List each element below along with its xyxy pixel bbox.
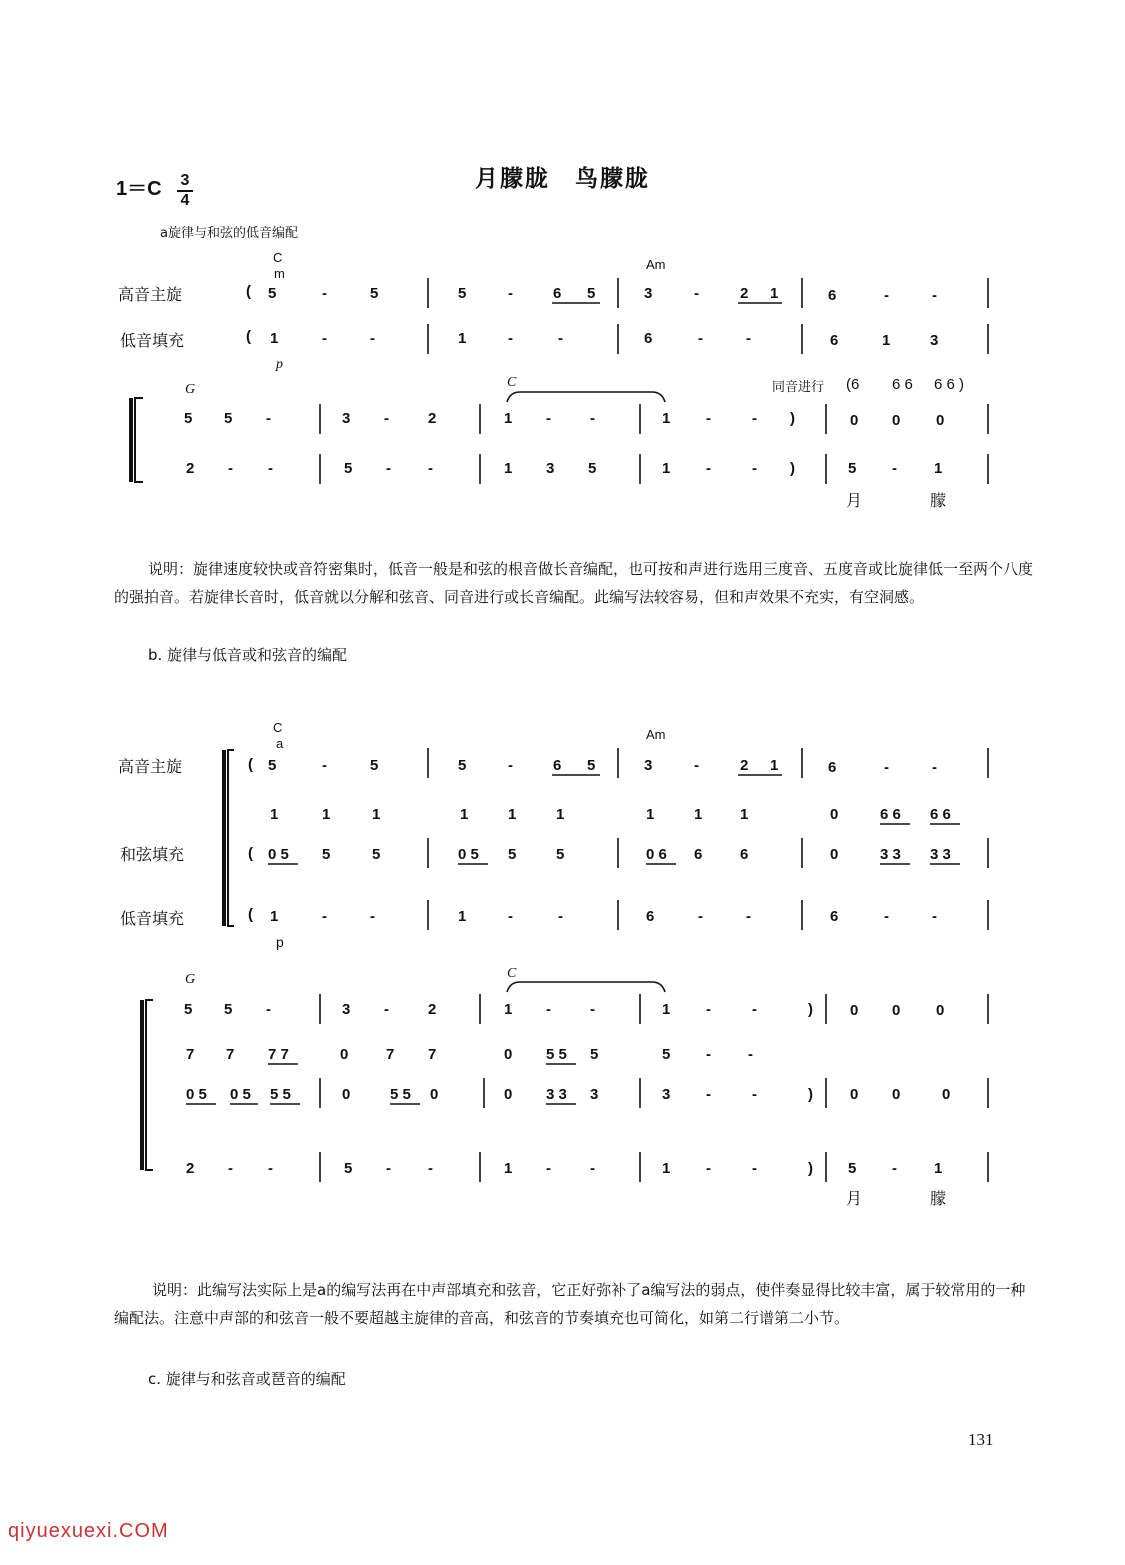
dynamic-p-a: p [276, 357, 283, 372]
lyric-b-2: 朦 [930, 1189, 947, 1208]
dynamic-p-b: p [276, 934, 284, 950]
unison-note: 同音进行 [772, 379, 825, 394]
label-melody-a: 高音主旋 [118, 285, 183, 304]
chord-c: C [273, 250, 283, 265]
lyric-a-1: 月 [846, 491, 863, 510]
chord-g-b: G [185, 972, 196, 987]
chord-c2: C [507, 375, 517, 390]
watermark: qiyuexuexi.COM [8, 1520, 169, 1542]
time-sig-top: 3 [180, 172, 190, 189]
label-chord-b: 和弦填充 [120, 845, 185, 864]
heading-b: b. 旋律与低音或和弦音的编配 [148, 646, 348, 664]
label-melody-b: 高音主旋 [118, 757, 183, 776]
time-sig-bottom: 4 [180, 192, 190, 209]
label-bass-b: 低音填充 [120, 909, 185, 928]
chord-m: m [274, 266, 285, 281]
chord-c-b: C [273, 720, 283, 735]
lyric-a-2: 朦 [930, 491, 947, 510]
chord-am: Am [646, 257, 666, 272]
key-signature: 1＝C [116, 178, 162, 200]
chord-am-b: Am [646, 727, 666, 742]
chord-c2-b: C [507, 966, 517, 981]
explanation-a: 说明：旋律速度较快或音符密集时，低音一般是和弦的根音做长音编配，也可按和声进行选用三度音、五度音或比旋律低一至两个八度的强拍音。若旋律长音时，低音就以分解和弦音、同音进行或长音编配。此编写法较容易，但和声效果不充实，有空洞感。 [114, 560, 1034, 606]
label-bass-a: 低音填充 [120, 331, 185, 350]
song-title: 月朦胧 鸟朦胧 [475, 166, 650, 192]
section-a-heading: a旋律与和弦的低音编配 [160, 226, 298, 241]
chord-g: G [185, 382, 196, 397]
chord-a-b: a [276, 736, 284, 751]
heading-c: c. 旋律与和弦音或琶音的编配 [148, 1370, 346, 1388]
page-number: 131 [968, 1430, 994, 1449]
explanation-b: 说明：此编写法实际上是a的编写法再在中声部填充和弦音，它正好弥补了a编写法的弱点，使伴奏显得比较丰富，属于较常用的一种编配法。注意中声部的和弦音一般不要超越主旋律的音高，和弦音的节奏填充也可简化，如第二行谱第二小节。 [114, 1281, 1026, 1327]
lyric-b-1: 月 [846, 1189, 863, 1208]
